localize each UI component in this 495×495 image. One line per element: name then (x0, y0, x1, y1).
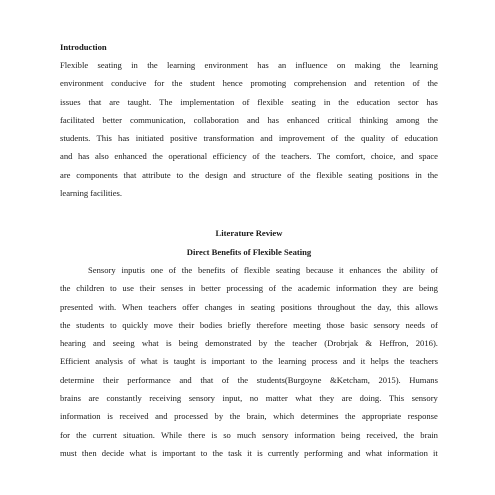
word: information (60, 411, 101, 422)
paragraph-line (60, 111, 438, 129)
word: Efficient (60, 356, 90, 367)
word: much (236, 429, 257, 440)
word: bodies (199, 319, 223, 330)
word: one (150, 264, 164, 275)
word: for (154, 78, 165, 89)
word: environment (204, 60, 248, 70)
word: decide (101, 447, 125, 458)
word: changes (204, 301, 233, 312)
word: environment (60, 78, 104, 89)
word: taught. (127, 96, 152, 107)
word: the (229, 411, 241, 422)
word: students(Burgoyne (256, 374, 322, 385)
word: what (141, 338, 159, 349)
word: is (200, 356, 207, 367)
word: by (258, 338, 268, 349)
word: to (110, 283, 117, 294)
paragraph-line (60, 147, 438, 165)
word: no (249, 393, 259, 404)
word: received, (366, 429, 398, 440)
word: the (212, 447, 223, 458)
word: information (294, 429, 336, 440)
document-content (60, 39, 438, 462)
word: has (267, 114, 279, 125)
paragraph-line (60, 56, 438, 74)
word: in (323, 96, 331, 107)
word: being (341, 429, 361, 440)
word: of (412, 78, 420, 89)
word: learning (278, 356, 307, 367)
word: their (139, 283, 156, 294)
word: briefly (227, 319, 251, 330)
word: has (118, 133, 130, 144)
word: matter (265, 393, 288, 404)
word: operational (168, 151, 208, 162)
word: positions (378, 169, 410, 180)
word: the (394, 356, 405, 367)
word: influence (295, 60, 328, 70)
word: of (128, 356, 136, 367)
paragraph-line (60, 298, 438, 316)
word: to (109, 319, 117, 330)
word: Flexible (60, 60, 89, 70)
word: among (396, 114, 420, 125)
word: doing. (359, 393, 382, 404)
word: transformation (203, 133, 255, 144)
word: of (391, 133, 399, 144)
word: comprehension (293, 78, 347, 89)
word: While (161, 429, 182, 440)
word: promoting (250, 78, 287, 89)
word: Humans (409, 374, 438, 385)
word: benefits (197, 264, 226, 275)
word: processing (226, 283, 264, 294)
word: The (159, 96, 173, 107)
word: an (278, 60, 287, 70)
word: performance (127, 374, 171, 385)
word: needs (405, 319, 426, 330)
word: the (427, 114, 438, 125)
word: task (228, 447, 242, 458)
word: teachers (148, 301, 177, 312)
section-title: Literature Review (215, 228, 283, 239)
word: inputis (121, 264, 145, 275)
word: enhances (349, 264, 381, 275)
word: the (338, 96, 349, 107)
word: the (265, 151, 276, 162)
word: there (188, 429, 206, 440)
paragraph-line (60, 129, 438, 147)
word: they (319, 393, 335, 404)
word: the (60, 283, 71, 294)
word: it (338, 264, 344, 275)
word: &Ketcham, (330, 374, 370, 385)
intro-paragraph (60, 56, 438, 202)
word: (Drobrjak (324, 338, 359, 349)
word: better (102, 114, 122, 125)
word: received (119, 411, 149, 422)
word: processed (174, 411, 208, 422)
word: is (165, 338, 172, 349)
word: is (257, 447, 263, 458)
word: what (129, 447, 147, 458)
word: components (76, 169, 118, 180)
word: teachers. (281, 151, 312, 162)
word: choice, (370, 151, 396, 162)
paragraph-line (60, 261, 438, 279)
word: the (152, 151, 163, 162)
word: 2016). (415, 338, 438, 349)
word: seeing (112, 338, 135, 349)
word: of (168, 264, 176, 275)
word: and (260, 133, 273, 144)
word: is (107, 411, 113, 422)
word: retention (374, 78, 405, 89)
word: sector (397, 96, 419, 107)
word: of (430, 319, 438, 330)
word: has (257, 60, 269, 70)
word: taught (173, 356, 196, 367)
word: throughout (317, 301, 356, 312)
word: to (200, 447, 208, 458)
word: the (427, 169, 438, 180)
word: for (60, 429, 71, 440)
word: flexible (257, 96, 284, 107)
word: use (122, 283, 134, 294)
word: structure (251, 169, 282, 180)
word: this (397, 301, 410, 312)
word: with. (98, 301, 117, 312)
word: the (361, 301, 372, 312)
word: helps (370, 356, 389, 367)
word: children (76, 283, 105, 294)
word: therefore (256, 319, 288, 330)
word: move (153, 319, 173, 330)
word: flexible (316, 169, 343, 180)
word: Sensory (88, 264, 116, 275)
word: has (426, 96, 438, 107)
word: learning (167, 60, 196, 70)
word: brain (420, 429, 438, 440)
word: design (205, 169, 228, 180)
word: space (418, 151, 438, 162)
word: meeting (293, 319, 321, 330)
word: quality (361, 133, 385, 144)
word: ability (402, 264, 425, 275)
word: on (336, 60, 346, 70)
word: seating (250, 301, 275, 312)
word: in (238, 301, 245, 312)
word: performing (304, 447, 343, 458)
word: are (60, 169, 71, 180)
word: is (211, 429, 218, 440)
word: the (344, 411, 356, 422)
word: it (247, 447, 252, 458)
word: communication, (130, 114, 186, 125)
intro-heading: Introduction (60, 42, 107, 52)
word: and (247, 114, 260, 125)
word: the (188, 169, 200, 180)
paragraph-line (60, 389, 438, 407)
word: the (274, 338, 285, 349)
word: the (386, 264, 398, 275)
word: better (201, 283, 221, 294)
word: enhanced (114, 151, 147, 162)
word: collaboration (193, 114, 239, 125)
word: and (93, 338, 106, 349)
word: senses (161, 283, 183, 294)
word: sensory (411, 393, 438, 404)
word: which (273, 411, 295, 422)
word: by (214, 411, 224, 422)
word: academic (297, 283, 331, 294)
word: positive (170, 133, 198, 144)
word: brain, (246, 411, 267, 422)
word: facilitated (60, 114, 95, 125)
paragraph-line (60, 426, 438, 444)
word: day, (377, 301, 392, 312)
word: are (88, 393, 99, 404)
word: teacher (292, 338, 318, 349)
word: hearing (60, 338, 86, 349)
paragraph-line (60, 93, 438, 111)
word: their (102, 374, 119, 385)
word: learning (409, 60, 438, 70)
word: are (402, 283, 414, 294)
word: the (181, 264, 193, 275)
word: in (188, 283, 196, 294)
paragraph-line: learning facilities. (60, 188, 123, 199)
subsection-title: Direct Benefits of Flexible Seating (186, 246, 312, 257)
word: information (335, 283, 377, 294)
word: 2015). (378, 374, 401, 385)
word: the (147, 60, 158, 70)
word: the (281, 283, 293, 294)
word: the (237, 374, 249, 385)
word: and (400, 151, 414, 162)
word: the (76, 429, 87, 440)
word: presented (60, 301, 93, 312)
word: & (365, 338, 373, 349)
word: their (178, 319, 195, 330)
word: of (287, 169, 295, 180)
word: that (123, 169, 137, 180)
word: conducive (111, 78, 147, 89)
word: and (179, 374, 192, 385)
word: sensory (188, 393, 215, 404)
word: what (140, 356, 158, 367)
body-paragraph (60, 261, 438, 462)
word: efficiency (212, 151, 247, 162)
word: positions (280, 301, 312, 312)
word: analysis (95, 356, 123, 367)
word: has (77, 151, 90, 162)
word: basic (350, 319, 368, 330)
word: and (60, 151, 73, 162)
word: of (252, 151, 260, 162)
word: constantly (106, 393, 142, 404)
word: This (388, 393, 405, 404)
paragraph-line (60, 444, 438, 462)
word: determines (300, 411, 339, 422)
word: situation. (123, 429, 155, 440)
word: offer (182, 301, 199, 312)
word: education (404, 133, 438, 144)
word: students (76, 319, 105, 330)
word: that (88, 96, 102, 107)
paragraph-line (60, 166, 438, 184)
word: seating (348, 169, 373, 180)
word: the (344, 133, 355, 144)
word: so (223, 429, 231, 440)
word: currently (267, 447, 299, 458)
word: what (295, 393, 312, 404)
word: quickly (122, 319, 149, 330)
word: critical (327, 114, 352, 125)
word: The (316, 151, 331, 162)
word: When (121, 301, 143, 312)
word: it (360, 356, 366, 367)
word: hence (222, 78, 243, 89)
word: and (155, 411, 168, 422)
word: seating (275, 264, 301, 275)
word: of (242, 96, 250, 107)
word: are (109, 96, 120, 107)
word: of (268, 283, 276, 294)
word: of (221, 374, 229, 385)
word: what (365, 447, 383, 458)
word: of (330, 133, 339, 144)
word: determine (60, 374, 95, 385)
word: seating (291, 96, 316, 107)
word: being (178, 338, 198, 349)
word: response (407, 411, 438, 422)
word: in (131, 60, 138, 70)
word: sensory (262, 429, 289, 440)
word: to (176, 169, 184, 180)
word: current (92, 429, 118, 440)
word: of (430, 264, 438, 275)
word: This (96, 133, 112, 144)
word: attribute (142, 169, 171, 180)
word: the (403, 429, 415, 440)
word: sensory (373, 319, 400, 330)
word: the (427, 78, 438, 89)
word: also (94, 151, 109, 162)
paragraph-line (60, 334, 438, 352)
word: initiated (135, 133, 164, 144)
paragraph-line (60, 371, 438, 389)
word: those (326, 319, 345, 330)
word: the (262, 356, 273, 367)
paragraph-line (60, 74, 438, 92)
word: are (341, 393, 353, 404)
word: seating (97, 60, 122, 70)
word: the (60, 319, 71, 330)
word: important (162, 447, 196, 458)
word: because (305, 264, 334, 275)
word: must (60, 447, 77, 458)
word: students. (60, 133, 91, 144)
word: they (382, 283, 398, 294)
word: important (211, 356, 246, 367)
word: the (300, 169, 311, 180)
paragraph-line (60, 279, 438, 297)
word: and (347, 447, 361, 458)
word: of (230, 264, 239, 275)
word: demonstrated (205, 338, 252, 349)
word: student (190, 78, 215, 89)
word: input, (222, 393, 243, 404)
word: comfort, (335, 151, 366, 162)
word: it (433, 447, 438, 458)
word: the (171, 78, 183, 89)
word: to (250, 356, 258, 367)
word: and (354, 78, 367, 89)
word: receiving (149, 393, 182, 404)
word: improvement (278, 133, 325, 144)
word: allows (415, 301, 438, 312)
word: brains (60, 393, 82, 404)
word: then (81, 447, 97, 458)
word: teachers (409, 356, 438, 367)
word: making (354, 60, 381, 70)
word: in (415, 169, 422, 180)
word: enhanced (286, 114, 320, 125)
paragraph-line (60, 352, 438, 370)
word: implementation (180, 96, 235, 107)
word: issues (60, 96, 81, 107)
paragraph-line (60, 407, 438, 425)
word: the (389, 60, 401, 70)
word: is (151, 447, 157, 458)
word: Heffron, (379, 338, 409, 349)
paragraph-line (60, 316, 438, 334)
word: and (342, 356, 356, 367)
word: that (200, 374, 214, 385)
word: education (356, 96, 391, 107)
word: flexible (243, 264, 271, 275)
word: information (387, 447, 428, 458)
word: is (162, 356, 169, 367)
word: being (418, 283, 438, 294)
word: appropriate (362, 411, 402, 422)
word: thinking (359, 114, 388, 125)
word: and (233, 169, 246, 180)
word: process (311, 356, 338, 367)
section-spacer (60, 202, 438, 224)
